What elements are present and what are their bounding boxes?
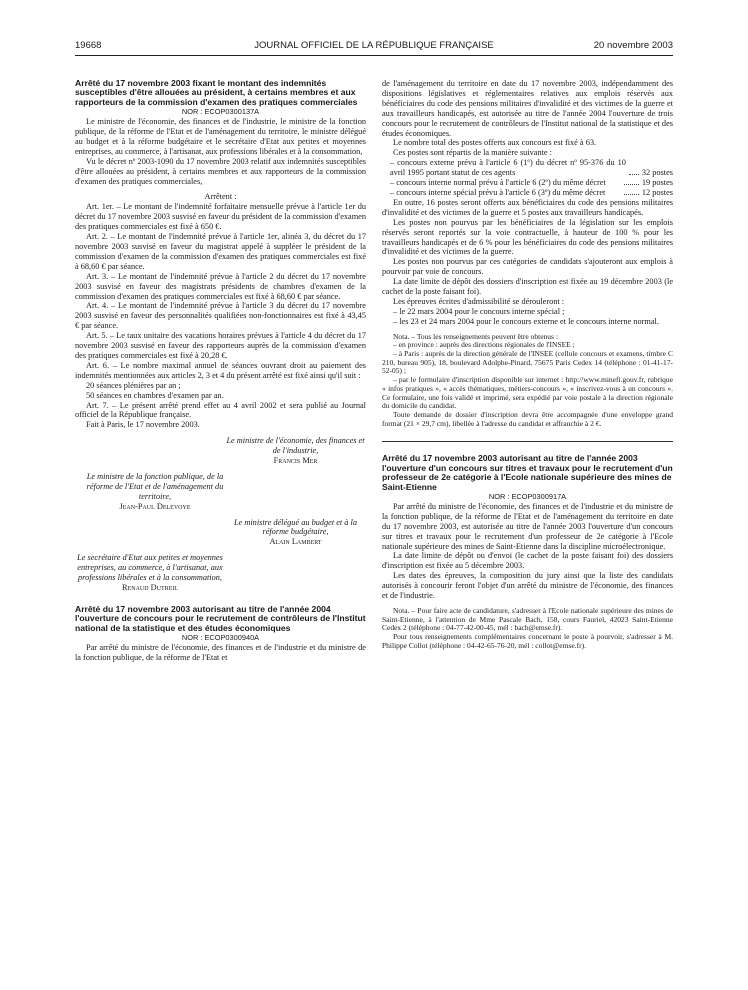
journal-title: JOURNAL OFFICIEL DE LA RÉPUBLIQUE FRANÇAISE: [254, 40, 494, 51]
decree-2-title: Arrêté du 17 novembre 2003 autorisant au titre de l'année 2004 l'ouverture de concours pour le recrutement de contrôleurs de l'Institut national de la statistique et des études économiques: [75, 603, 366, 633]
signatory-role: Le secrétaire d'Etat aux petites et moyennes entreprises, au commerce, à l'artisanat, aux professions libérales et à la consommation,: [77, 553, 223, 583]
signatory-name: Jean-Paul Delevoye: [119, 501, 191, 511]
signatory-role: Le ministre de l'économie, des finances et de l'industrie,: [226, 436, 365, 456]
decree-3-paragraph: Par arrêté du ministre de l'économie, des finances et de l'industrie et du ministre de la fonction publique, de la réforme de l'Etat et de l'aménagement du territoire en date du 17 novembre 2003, est autorisée au titre de l'année 2003 l'ouverture d'un concours sur titres et travaux pour le recrutement d'un professeur de 2e catégorie à l'Ecole nationale supérieure des mines de Saint-Etienne dans la discipline microélectronique.: [382, 501, 673, 551]
decree-2-paragraph: La date limite de dépôt des dossiers d'inscription est fixée au 19 décembre 2003 (le cachet de la poste faisant foi).: [382, 277, 673, 297]
signing-place-date: Fait à Paris, le 17 novembre 2003.: [86, 420, 200, 430]
decree-2-paragraph: Les épreuves écrites d'admissibilité se dérouleront :: [393, 296, 565, 306]
decree-1-title: Arrêté du 17 novembre 2003 fixant le montant des indemnités susceptibles d'être allouées au président, à certains membres et aux rapporteurs de la commission d'examen des pratiques commerciales: [75, 78, 358, 107]
header-rule: [75, 55, 673, 56]
signature-block: [75, 436, 366, 466]
decree-3-note: Pour tous renseignements complémentaires concernant le poste à pourvoir, s'adresser à M. Philippe Collot (téléphone : 04-42-65-76-20, mél : collot@emse.fr).: [382, 632, 673, 650]
decree-2-paragraph: En outre, 16 postes seront offerts aux bénéficiaires du code des pensions militaires d'invalidité et des victimes de la guerre et 5 postes aux travailleurs handicapés.: [382, 197, 673, 217]
decree-2-paragraph: Les postes non pourvus par ces catégories de candidats s'ajouteront aux emplois à pourvoir par voie de concours.: [382, 257, 673, 277]
decree-2-distribution-intro: Ces postes sont répartis de la manière suivante :: [393, 148, 552, 158]
page-number: 19668: [75, 40, 102, 51]
signatory-name: Alain Lambert: [269, 537, 322, 547]
decree-3-nor: NOR : ECOP0300917A: [488, 492, 567, 502]
decree-1-preamble: Le ministre de l'économie, des finances et de l'industrie, le ministre de la fonction publique, de la réforme de l'Etat et de l'aménagement du territoire, le ministre délégué au budget et à la réforme budgétaire et le secrétaire d'Etat aux petites et moyennes entreprises, au commerce, à l'artisanat, aux professions libérales et à la consommation,: [75, 117, 366, 156]
decree-3-paragraph: La date limite de dépôt ou d'envoi (le cachet de la poste faisant foi) des dossiers d'inscription est fixée au 5 décembre 2003.: [382, 551, 673, 571]
post-allocation-row: – concours interne spécial prévu à l'article 6 (3º) du même décret 12 postes: [390, 187, 674, 197]
signature-block: [75, 553, 225, 593]
issue-date: 20 novembre 2003: [593, 40, 673, 51]
signatory-role: Le ministre de la fonction publique, de la réforme de l'Etat et de l'aménagement du territoire,: [86, 471, 224, 501]
exam-date-item: – le 22 mars 2004 pour le concours interne spécial ;: [393, 306, 565, 316]
decree-2-nor: NOR : ECOP0300940A: [181, 633, 260, 643]
article-1: Art. 1er. – Le montant de l'indemnité forfaitaire mensuelle prévue à l'article 1er du décret du 17 novembre 2003 susvisé en faveur du président de la commission d'examen des pratiques commerciales est fixé à 650 €.: [75, 202, 366, 232]
article-2: Art. 2. – Le montant de l'indemnité prévue à l'article 1er, alinéa 3, du décret du 17 novembre 2003 susvisé en faveur du magistrat appelé à suppléer le président de la commission d'examen de la commission d'examen des pratiques commerciales est fixé à 68,60 € par séance.: [75, 232, 366, 271]
decree-3-note: Nota. – Pour faire acte de candidature, s'adresser à l'Ecole nationale supérieure des mines de Saint-Etienne, à l'attention de Mme Pascale Bach, 158, cours Fauriel, 42023 Saint-Etienne Cedex 2 (téléphone : 04-77-42-00-45, mél : bach@emse.fr).: [382, 605, 673, 633]
decree-2-note: – en province : auprès des directions régionales de l'INSEE ;: [393, 340, 575, 350]
decree-2-paragraph: Les postes non pourvus par les bénéficiaires de la législation sur les emplois réservés seront reportés sur la voie contractuelle, à hauteur de 100 % pour les travailleurs handicapés et de 6 % pour les bénéficiaires du code des pensions militaires d'invalidité et des victimes de la guerre.: [382, 217, 673, 257]
article-4: Art. 4. – Le montant de l'indemnité prévue à l'article 3 du décret du 17 novembre 2003 susvisé en faveur des personnalités qualifiées non-fonctionnaires est fixé à 43,45 € par séance.: [75, 301, 366, 331]
decree-3-paragraph: Les dates des épreuves, la composition du jury ainsi que la liste des candidats autorisés à concourir feront l'objet d'un arrêté du ministre de l'économie, des finances et de l'industrie.: [382, 571, 673, 601]
post-allocation-row: – concours externe prévu à l'article 6 (1º) du décret nº 95-376 du 10 avril 1995 portant statut de ces agents 32 postes: [390, 158, 673, 178]
decree-2-note: – à Paris : auprès de la direction générale de l'INSEE (cellule concours et examens, timbre C 210, bureau 905), 18, boulevard Adolphe-Pinard, 75675 Paris Cedex 14 (téléphone : 01-41-17-52-05) ;: [382, 349, 673, 376]
decree-1-vu: Vu le décret nº 2003-1090 du 17 novembre 2003 relatif aux indemnités susceptibles d'être allouées au président, à certains membres et aux rapporteurs de la commission d'examen des pratiques commerciales,: [75, 156, 366, 186]
decree-2-note: Toute demande de dossier d'inscription devra être accompagnée d'une enveloppe grand format (21 × 29,7 cm), libellée à l'adresse du candidat et affranchie à 2 €.: [382, 409, 673, 428]
article-6-item: 50 séances en chambres d'examen par an.: [86, 390, 224, 400]
signatory-role: Le ministre délégué au budget et à la réforme budgétaire,: [234, 517, 357, 537]
signatory-name: Francis Mer: [273, 456, 318, 466]
article-6-item: 20 séances plénières par an ;: [86, 380, 181, 390]
signature-block: [75, 518, 366, 548]
article-3: Art. 3. – Le montant de l'indemnité prévue à l'article 2 du décret du 17 novembre 2003 susvisé en faveur des magistrats présidents de chambres d'examen de la commission d'examen des pratiques commerciales est fixé à 68,60 € par séance.: [75, 271, 366, 301]
decree-2-total: Le nombre total des postes offerts aux concours est fixé à 63.: [393, 138, 597, 148]
right-column: [382, 79, 673, 651]
article-6: Art. 6. – Le nombre maximal annuel de séances ouvrant droit au paiement des indemnités mentionnées aux articles 2, 3 et 4 du présent arrêté est fixé ainsi qu'il suit :: [75, 360, 366, 380]
article-5: Art. 5. – Le taux unitaire des vacations horaires prévues à l'article 4 du décret du 17 novembre 2003 susvisé en faveur des rapporteurs auprès de la commission d'examen des pratiques commerciales est fixé à 20,28 €.: [75, 331, 366, 360]
decree-2-note: – par le formulaire d'inscription disponible sur internet : http://www.minefi.gouv.fr, rubrique « infos pratiques », « accès thématiques, métiers-concours », « inscrivez-vous à un concours ». Ce formulaire, une fois validé et imprimé, sera expédié par voie postale à la direction régionale du domicile du candidat.: [382, 375, 673, 411]
post-allocation-row: – concours interne normal prévu à l'article 6 (2º) du même décret 19 postes: [390, 178, 673, 188]
signatory-name: Renaud Dutreil: [122, 583, 178, 592]
page-header: [75, 40, 673, 54]
decree-1-arretent: Arrêtent :: [204, 192, 237, 202]
article-7: Art. 7. – Le présent arrêté prend effet au 4 avril 2002 et sera publié au Journal officiel de la République française.: [75, 400, 366, 420]
section-divider: [382, 441, 673, 442]
decree-2-body: Par arrêté du ministre de l'économie, des finances et de l'industrie et du ministre de la fonction publique, de la réforme de l'Etat et: [75, 643, 366, 662]
decree-2-note: Nota. – Tous les renseignements peuvent être obtenus :: [393, 331, 558, 341]
decree-3-title: Arrêté du 17 novembre 2003 autorisant au titre de l'année 2003 l'ouverture d'un concours sur titres et travaux pour le recrutement d'un professeur de 2e catégorie à l'Ecole nationale supérieure des mines de Saint-Etienne: [382, 453, 673, 492]
decree-2-body-continued: de l'aménagement du territoire en date du 17 novembre 2003, indépendamment des dispositions législatives et réglementaires relatives aux emplois réservés aux bénéficiaires du code des pensions militaires d'invalidité et des victimes de la guerre et aux travailleurs handicapés, est autorisée au titre de l'année 2004 l'ouverture de trois concours pour le recrutement de contrôleurs de l'Institut national de la statistique et des études économiques.: [382, 79, 673, 138]
left-column: [75, 79, 366, 663]
exam-date-item: – les 23 et 24 mars 2004 pour le concours externe et le concours interne normal.: [393, 316, 659, 326]
signature-block: [75, 472, 235, 512]
decree-1-nor: NOR : ECOP0300137A: [181, 107, 260, 117]
